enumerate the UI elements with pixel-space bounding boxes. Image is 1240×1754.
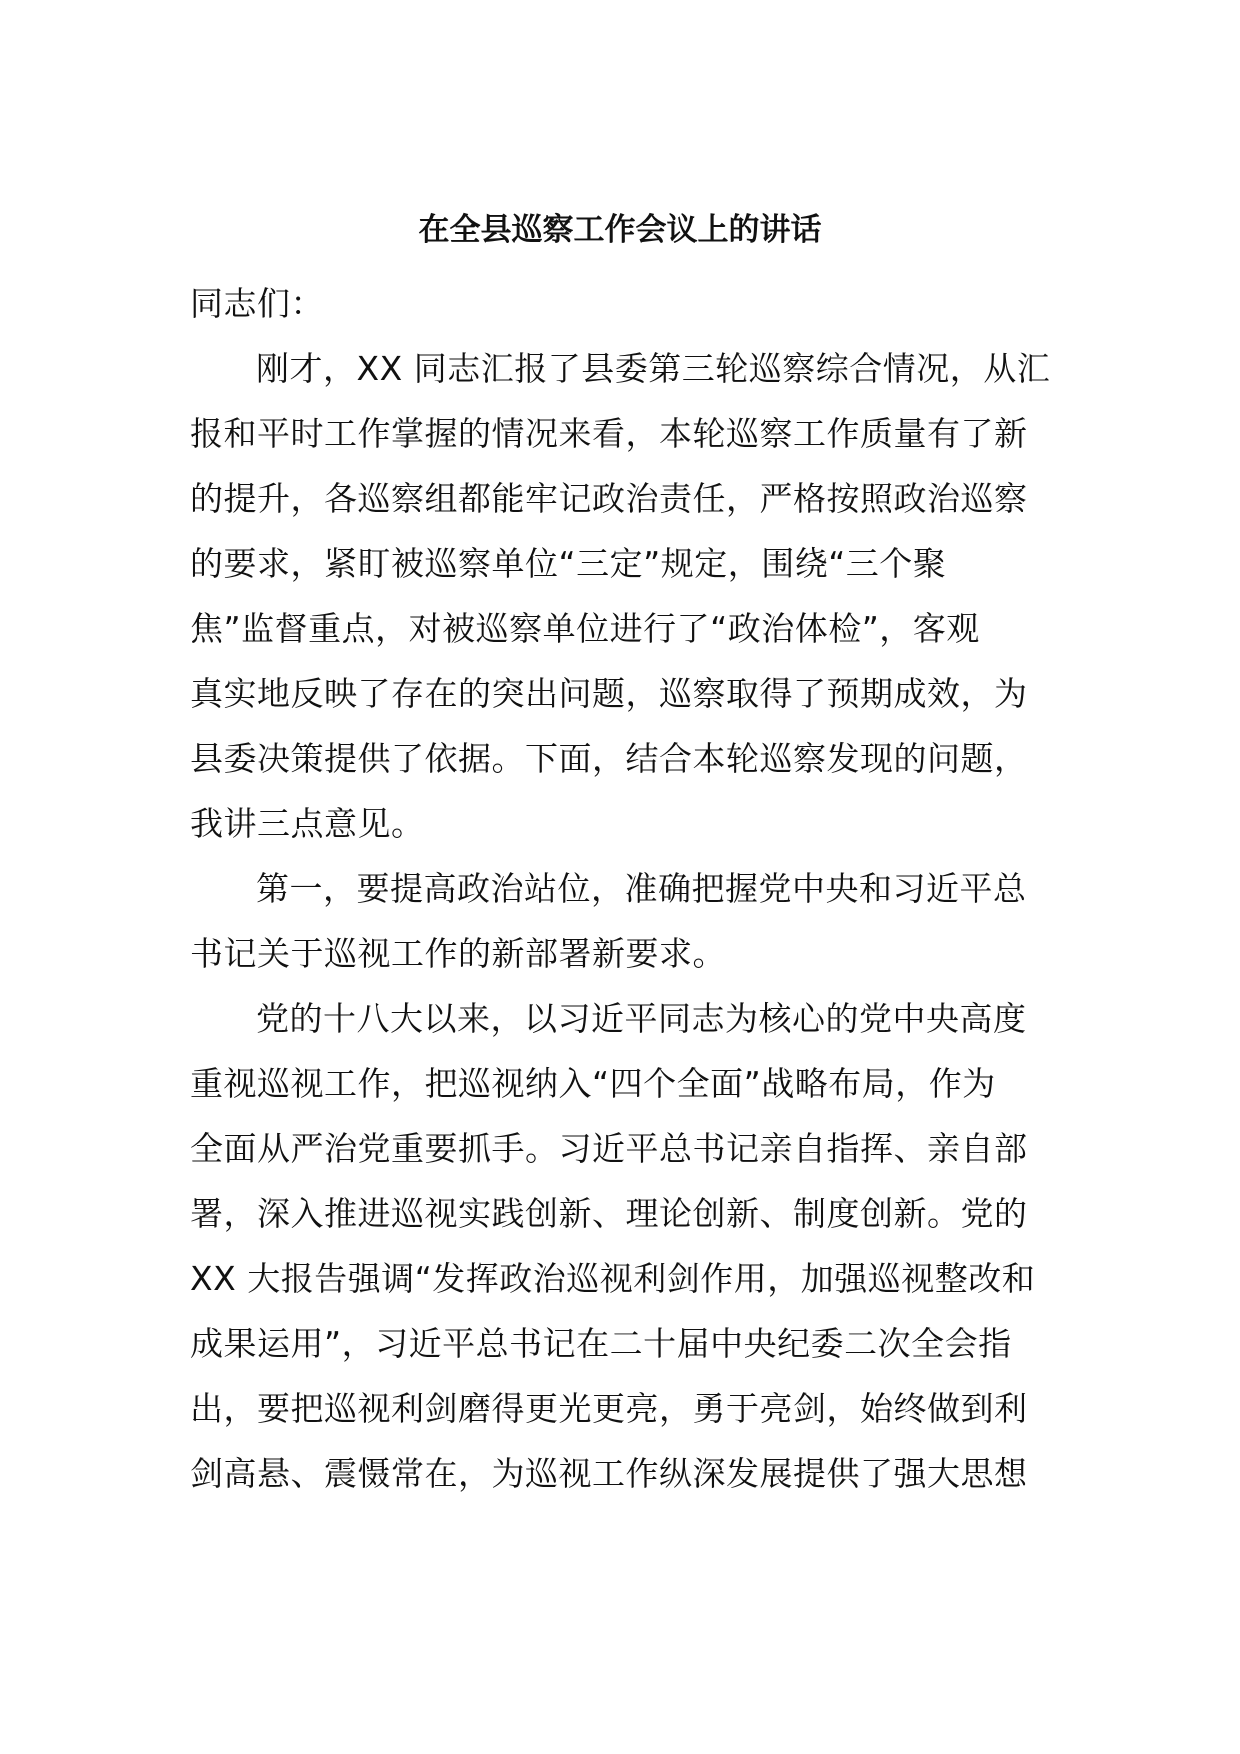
paragraph-line: 出，要把巡视利剑磨得更光更亮，勇于亮剑，始终做到利	[190, 1389, 1028, 1428]
point-heading-line: 第一，要提高政治站位，准确把握党中央和习近平总	[256, 869, 1027, 908]
paragraph-line: 焦”监督重点，对被巡察单位进行了“政治体检”，客观	[190, 609, 980, 648]
paragraph-line: 刚才，XX 同志汇报了县委第三轮巡察综合情况，从汇	[256, 349, 1051, 388]
paragraph-line: 党的十八大以来，以习近平同志为核心的党中央高度	[256, 999, 1027, 1038]
salutation: 同志们：	[190, 284, 324, 323]
paragraph-line: XX 大报告强调“发挥政治巡视利剑作用，加强巡视整改和	[190, 1259, 1036, 1298]
paragraph-line: 的要求，紧盯被巡察单位“三定”规定，围绕“三个聚	[190, 544, 947, 583]
document-title: 在全县巡察工作会议上的讲话	[418, 212, 822, 248]
paragraph-line: 我讲三点意见。	[190, 804, 425, 843]
point-heading-line: 书记关于巡视工作的新部署新要求。	[190, 934, 726, 973]
paragraph-line: 成果运用”，习近平总书记在二十届中央纪委二次全会指	[190, 1324, 1012, 1363]
paragraph-line: 重视巡视工作，把巡视纳入“四个全面”战略布局，作为	[190, 1064, 996, 1103]
paragraph-line: 的提升，各巡察组都能牢记政治责任，严格按照政治巡察	[190, 479, 1028, 518]
paragraph-line: 县委决策提供了依据。下面，结合本轮巡察发现的问题，	[190, 739, 1028, 778]
paragraph-line: 署，深入推进巡视实践创新、理论创新、制度创新。党的	[190, 1194, 1028, 1233]
paragraph-line: 全面从严治党重要抓手。习近平总书记亲自指挥、亲自部	[190, 1129, 1028, 1168]
paragraph-line: 报和平时工作掌握的情况来看，本轮巡察工作质量有了新	[190, 414, 1028, 453]
paragraph-line: 真实地反映了存在的突出问题，巡察取得了预期成效，为	[190, 674, 1028, 713]
paragraph-line: 剑高悬、震慑常在，为巡视工作纵深发展提供了强大思想	[190, 1454, 1028, 1493]
speech-body	[190, 271, 1050, 1506]
